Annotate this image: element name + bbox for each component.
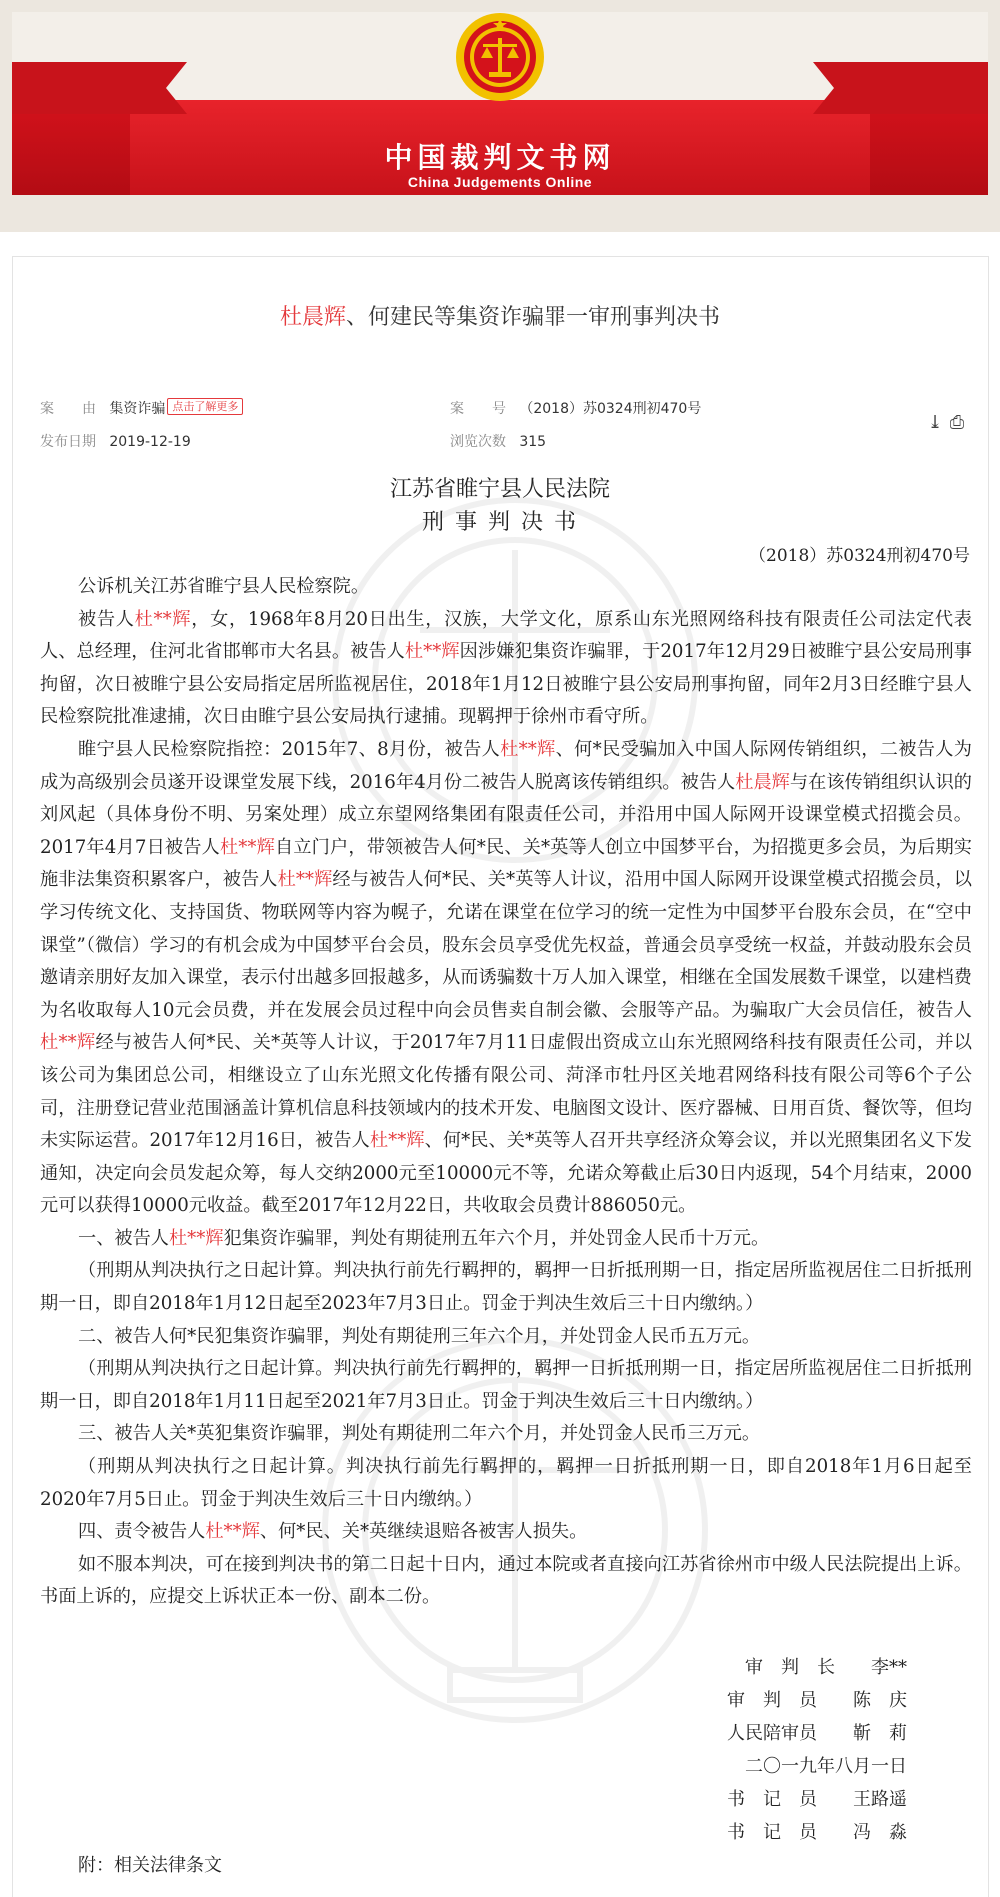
judgment-body xyxy=(40,571,972,1614)
paragraph-text: 、何*民、关*英继续退赔各被害人损失。 xyxy=(259,1521,588,1543)
defendant-name: 杜**辉 xyxy=(168,1227,224,1249)
verdict-4 xyxy=(40,1516,972,1549)
defendant-name: 杜**辉 xyxy=(40,1032,96,1054)
defendant-name: 杜**辉 xyxy=(500,738,556,760)
prosecutor-paragraph: 公诉机关江苏省睢宁县人民检察院。 xyxy=(78,576,370,597)
verdict-2-note: （刑期从判决执行之日起计算。判决执行前先行羁押的，羁押一日折抵刑期一日，指定居所监视居住二日折抵刑期一日，即自2018年1月11日起至2021年7月3日止。罚金于判决生效后三十日内缴纳。） xyxy=(40,1358,972,1412)
clerk-line-1: 书 记 员 王路遥 xyxy=(727,1789,907,1810)
case-number: （2018）苏0324刑初470号 xyxy=(749,546,970,566)
paragraph-text: 自立门户，带领被告人何*民、关*英等人创立中国梦平台，为招揽更多会员，为后期实施非法集资积累客户，被告人 xyxy=(40,836,972,891)
meta-publish-value: 2019-12-19 xyxy=(109,434,191,450)
meta-cause xyxy=(40,398,243,418)
meta-cause-value: 集资诈骗 xyxy=(109,401,166,417)
paragraph-text: 睢宁县人民检察院指控：2015年7、8月份，被告人 xyxy=(78,738,501,760)
charges-paragraph xyxy=(40,734,972,1223)
title-text: 、何建民等集资诈骗罪一审刑事判决书 xyxy=(346,305,721,330)
paragraph-text: 四、责令被告人 xyxy=(78,1521,206,1543)
meta-cause-label: 案 由 xyxy=(40,401,96,417)
meta-publish-label: 发布日期 xyxy=(40,434,96,450)
court-emblem-icon xyxy=(453,10,547,104)
meta-case-number-value: （2018）苏0324刑初470号 xyxy=(519,401,702,417)
meta-views xyxy=(450,431,546,451)
verdict-1-note: （刑期从判决执行之日起计算。判决执行前先行羁押的，羁押一日折抵刑期一日，指定居所监视居住二日折抵刑期一日，即自2018年1月12日起至2023年7月3日止。罚金于判决生效后三十日内缴纳。） xyxy=(40,1260,972,1315)
site-subtitle: China Judgements Online xyxy=(407,174,593,190)
judge-line: 审 判 员 陈 庆 xyxy=(727,1690,907,1711)
download-icon[interactable]: ⤓ xyxy=(927,412,943,433)
meta-publish-date xyxy=(40,431,191,451)
paragraph-text: 、何*民、关*英等人召开共享经济众筹会议，并以光照集团名义下发通知，决定向会员发起众筹，每人交纳2000元至10000元不等，允诺众筹截止后30日内返现，54个月结束，2000元可以获得10000元收益。截至2017年12月22日，共收取会员费计886050元。 xyxy=(40,1130,972,1217)
paragraph-text: 因涉嫌犯集资诈骗罪，于2017年12月29日被睢宁县公安局刑事拘留，次日被睢宁县公安局指定居所监视居住，2018年1月12日被睢宁县公安局刑事拘留，同年2月3日经睢宁县人民检察院批准逮捕，次日由睢宁县公安局执行逮捕。现羁押于徐州市看守所。 xyxy=(40,641,972,728)
paragraph-text: 经与被告人何*民、关*英等人计议，沿用中国人际网开设课堂模式招揽会员，以学习传统文化、支持国货、物联网等内容为幌子，允诺在课堂在位学习的统一定性为中国梦平台股东会员，在“空中课堂”（微信）学习的有机会成为中国梦平台会员，股东会员享受优先权益，普通会员享受统一权益，并鼓动股东会员邀请亲朋好友加入课堂，表示付出越多回报越多，从而诱骗数十万人加入课堂，相继在全国发展数千课堂，以建档费为名收取每人10元会员费，并在发展会员过程中向会员售卖自制会徽、会服等产品。为骗取广大会员信任，被告人 xyxy=(40,869,972,1021)
title-party-name: 杜晨辉 xyxy=(279,305,346,330)
learn-more-tag[interactable]: 点击了解更多 xyxy=(167,398,243,415)
banner-ribbon-right xyxy=(813,62,988,114)
judgment-date: 二〇一九年八月一日 xyxy=(745,1756,907,1777)
meta-views-label: 浏览次数 xyxy=(450,434,506,450)
defendant-paragraph xyxy=(40,604,972,734)
court-name: 江苏省睢宁县人民法院 xyxy=(389,477,610,502)
appendix-heading: 附：相关法律条文 xyxy=(78,1855,222,1876)
paragraph-text: 与在该传销组织认识的刘风起（具体身份不明、另案处理）成立东望网络集团有限责任公司，并沿用中国人际网开设课堂模式招揽会员。2017年4月7日被告人 xyxy=(40,771,972,858)
paragraph-text: 、何*民受骗加入中国人际网传销组织，二被告人为成为高级别会员遂开设课堂发展下线，2016年4月份二被告人脱离该传销组织。被告人 xyxy=(40,738,972,793)
clerk-line-2: 书 记 员 冯 淼 xyxy=(727,1822,907,1843)
paragraph-text: 被告人 xyxy=(78,608,135,630)
meta-case-number xyxy=(450,398,701,418)
defendant-name: 杜**辉 xyxy=(277,869,333,891)
paragraph-text: 经与被告人何*民、关*英等人计议，于2017年7月11日虚假出资成立山东光照网络科技有限责任公司，并以该公司为集团总公司，相继设立了山东光照文化传播有限公司、菏泽市牡丹区关地君网络科技有限公司等6个子公司，注册登记营业范围涵盖计算机信息科技领域内的技术开发、电脑图文设计、医疗器械、日用百货、餐饮等，但均未实际运营。2017年12月16日，被告人 xyxy=(40,1032,972,1152)
meta-views-value: 315 xyxy=(519,434,547,450)
site-title: 中国裁判文书网 xyxy=(384,141,616,174)
paragraph-text: 一、被告人 xyxy=(78,1227,169,1249)
site-banner xyxy=(0,0,1000,232)
defendant-name: 杜**辉 xyxy=(369,1130,425,1152)
banner-ribbon-left xyxy=(12,62,187,114)
defendant-name: 杜晨辉 xyxy=(735,771,790,793)
defendant-name: 杜**辉 xyxy=(205,1521,260,1543)
chief-judge-line: 审 判 长 李** xyxy=(745,1657,907,1678)
verdict-2: 二、被告人何*民犯集资诈骗罪，判处有期徒刑三年六个月，并处罚金人民币五万元。 xyxy=(78,1325,761,1347)
verdict-1 xyxy=(40,1223,972,1256)
verdict-3-note: （刑期从判决执行之日起计算。判决执行前先行羁押的，羁押一日折抵刑期一日，即自2018年1月6日起至2020年7月5日止。罚金于判决生效后三十日内缴纳。） xyxy=(40,1456,972,1510)
defendant-name: 杜**辉 xyxy=(134,608,192,630)
document-title xyxy=(0,300,1000,331)
juror-line: 人民陪审员 靳 莉 xyxy=(727,1723,907,1744)
document-tools xyxy=(924,412,968,433)
meta-case-number-label: 案 号 xyxy=(450,401,506,417)
print-icon[interactable]: ⎙ xyxy=(949,412,965,433)
paragraph-text: ，女，1968年8月20日出生，汉族，大学文化，原系山东光照网络科技有限责任公司法定代表人、总经理，住河北省邯郸市大名县。被告人 xyxy=(40,608,972,663)
verdict-3: 三、被告人关*英犯集资诈骗罪，判处有期徒刑二年六个月，并处罚金人民币三万元。 xyxy=(78,1423,761,1445)
defendant-name: 杜**辉 xyxy=(404,641,460,663)
defendant-name: 杜**辉 xyxy=(219,836,275,858)
appeal-paragraph: 如不服本判决，可在接到判决书的第二日起十日内，通过本院或者直接向江苏省徐州市中级人民法院提出上诉。书面上诉的，应提交上诉状正本一份、副本二份。 xyxy=(40,1553,972,1608)
paragraph-text: 犯集资诈骗罪，判处有期徒刑五年六个月，并处罚金人民币十万元。 xyxy=(223,1227,770,1249)
document-type: 刑 事 判 决 书 xyxy=(422,510,578,535)
